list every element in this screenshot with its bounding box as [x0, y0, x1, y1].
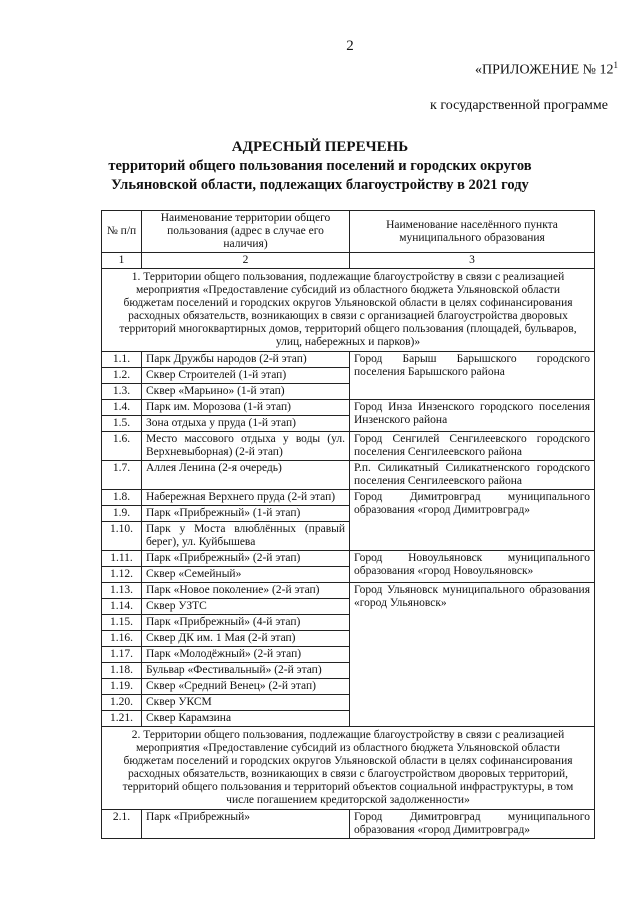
program-reference: к государственной программе [430, 98, 608, 113]
row-name: Парк «Прибрежный» [142, 810, 350, 839]
title-line-3: Ульяновской области, подлежащих благоустройству в 2021 году [111, 177, 529, 193]
row-name: Парк им. Морозова (1-й этап) [142, 400, 350, 416]
row-num: 1.12. [102, 567, 142, 583]
col-number-3: 3 [350, 253, 595, 269]
table-row [102, 810, 595, 839]
row-num: 1.3. [102, 384, 142, 400]
row-name: Парк «Прибрежный» (1-й этап) [142, 506, 350, 522]
row-name: Парк «Прибрежный» (2-й этап) [142, 551, 350, 567]
row-num: 1.6. [102, 432, 142, 461]
row-name: Сквер Карамзина [142, 711, 350, 727]
row-num: 1.16. [102, 631, 142, 647]
table-row [102, 461, 595, 490]
row-num: 1.5. [102, 416, 142, 432]
location-inza: Город Инза Инзенского городского поселения Инзенского района [350, 400, 595, 432]
row-num: 1.11. [102, 551, 142, 567]
section-1-heading: 1. Территории общего пользования, подлежащие благоустройству в связи с реализацией мероприятия «Предоставление субсидий из областного бюджета Ульяновской области бюджетам поселений и городских округов Ульяновской области в целях софинансирования расходных обязательств, возникающих в связи с организацией благоустройства дворовых территорий многоквартирных домов, территорий общего пользования (площадей, бульваров, улиц, набережных и парков)» [102, 269, 595, 352]
table-header-row [102, 211, 595, 253]
row-name: Бульвар «Фестивальный» (2-й этап) [142, 663, 350, 679]
row-num: 1.21. [102, 711, 142, 727]
row-name: Парк Дружбы народов (2-й этап) [142, 352, 350, 368]
table-row [102, 352, 595, 368]
address-list-table [101, 210, 595, 839]
row-num: 1.10. [102, 522, 142, 551]
location-novoulyanovsk: Город Новоульяновск муниципального образования «город Новоульяновск» [350, 551, 595, 583]
row-name: Сквер УКСМ [142, 695, 350, 711]
table-row [102, 551, 595, 567]
row-name: Сквер ДК им. 1 Мая (2-й этап) [142, 631, 350, 647]
location-dimitrovgrad: Город Димитровград муниципального образования «город Димитровград» [350, 490, 595, 551]
row-num: 1.1. [102, 352, 142, 368]
row-name: Сквер «Средний Венец» (2-й этап) [142, 679, 350, 695]
appendix-text: «ПРИЛОЖЕНИЕ № 12 [475, 62, 614, 78]
row-name: Место массового отдыха у воды (ул. Верхневыборная) (2-й этап) [142, 432, 350, 461]
location-ulyanovsk: Город Ульяновск муниципального образования «город Ульяновск» [350, 583, 595, 727]
row-num: 1.17. [102, 647, 142, 663]
page-number: 2 [346, 38, 354, 54]
section-1-row [102, 269, 595, 352]
table-row [102, 490, 595, 506]
row-num: 1.2. [102, 368, 142, 384]
row-num: 1.7. [102, 461, 142, 490]
row-num: 1.18. [102, 663, 142, 679]
row-num: 1.19. [102, 679, 142, 695]
col-number-2: 2 [142, 253, 350, 269]
row-num: 1.15. [102, 615, 142, 631]
row-num: 2.1. [102, 810, 142, 839]
row-num: 1.4. [102, 400, 142, 416]
title-line-2: территорий общего пользования поселений и городских округов [108, 158, 532, 174]
section-2-row [102, 727, 595, 810]
row-num: 1.9. [102, 506, 142, 522]
row-name: Парк «Новое поколение» (2-й этап) [142, 583, 350, 599]
table-row [102, 400, 595, 416]
appendix-label [475, 60, 618, 79]
header-name: Наименование территории общего пользования (адрес в случае его наличия) [142, 211, 350, 253]
table-row [102, 583, 595, 599]
location-silikatny: Р.п. Силикатный Силикатненского городского поселения Сенгилеевского района [350, 461, 595, 490]
row-name: Парк у Моста влюблённых (правый берег), ул. Куйбышева [142, 522, 350, 551]
title-line-1: АДРЕСНЫЙ ПЕРЕЧЕНЬ [231, 139, 409, 155]
row-num: 1.20. [102, 695, 142, 711]
header-num: № п/п [102, 211, 142, 253]
row-name: Парк «Прибрежный» (4-й этап) [142, 615, 350, 631]
row-name: Сквер «Семейный» [142, 567, 350, 583]
row-name: Сквер «Марьино» (1-й этап) [142, 384, 350, 400]
row-name: Сквер Строителей (1-й этап) [142, 368, 350, 384]
appendix-superscript: 1 [613, 60, 618, 70]
row-name: Сквер УЗТС [142, 599, 350, 615]
location-dimitrovgrad-2: Город Димитровград муниципального образования «город Димитровград» [350, 810, 595, 839]
table-row [102, 432, 595, 461]
header-location: Наименование населённого пункта муниципального образования [350, 211, 595, 253]
column-numbers-row [102, 253, 595, 269]
row-num: 1.13. [102, 583, 142, 599]
col-number-1: 1 [102, 253, 142, 269]
row-name: Аллея Ленина (2-я очередь) [142, 461, 350, 490]
row-name: Парк «Молодёжный» (2-й этап) [142, 647, 350, 663]
row-name: Набережная Верхнего пруда (2-й этап) [142, 490, 350, 506]
location-sengiley: Город Сенгилей Сенгилеевского городского поселения Сенгилеевского района [350, 432, 595, 461]
row-num: 1.14. [102, 599, 142, 615]
row-num: 1.8. [102, 490, 142, 506]
location-barysh: Город Барыш Барышского городского поселения Барышского района [350, 352, 595, 400]
row-name: Зона отдыха у пруда (1-й этап) [142, 416, 350, 432]
section-2-heading: 2. Территории общего пользования, подлежащие благоустройству в связи с реализацией мероприятия «Предоставление субсидий из областного бюджета Ульяновской области бюджетам поселений и городских округов Ульяновской области в целях софинансирования расходных обязательств, возникающих в связи с благоустройством дворовых территорий, территорий общего пользования и территорий объектов социальной инфраструктуры, в том числе погашением кредиторской задолженности» [102, 727, 595, 810]
document-title [80, 138, 560, 195]
